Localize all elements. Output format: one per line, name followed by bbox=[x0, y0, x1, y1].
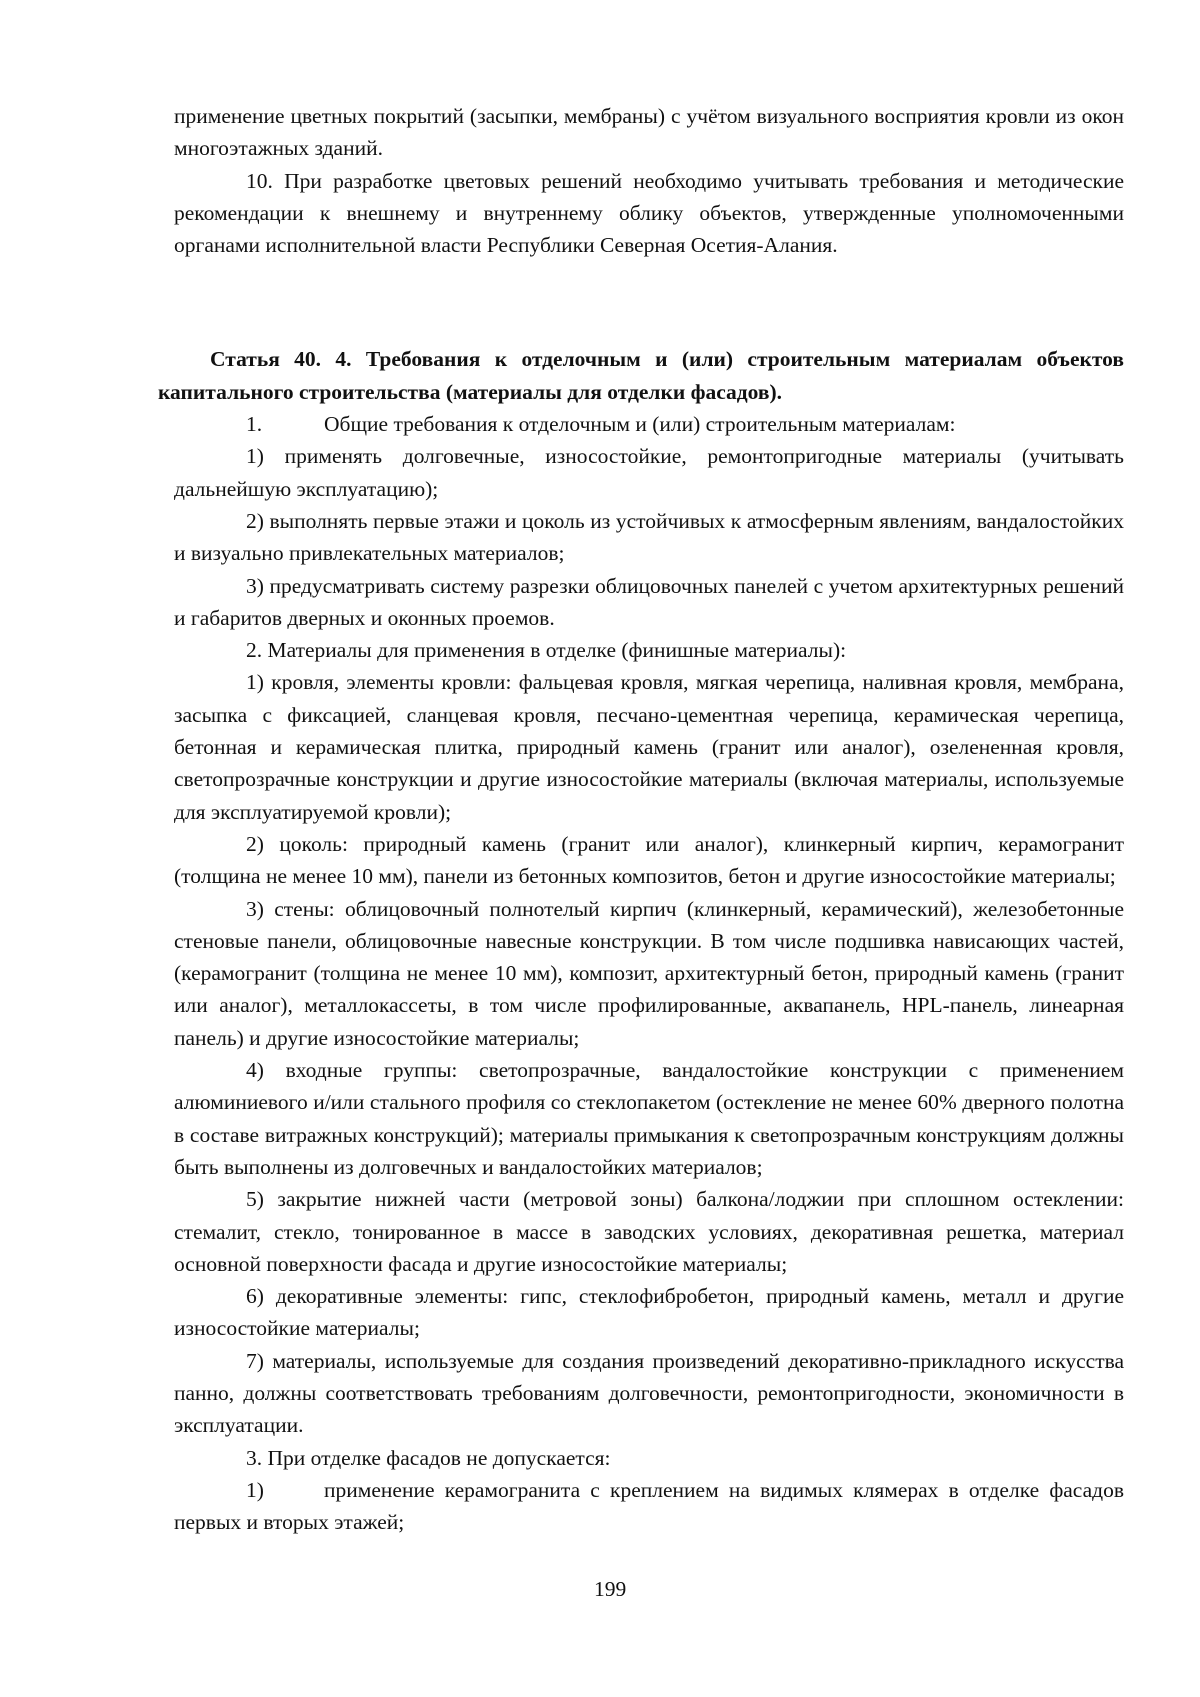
list-item: 5) закрытие нижней части (метровой зоны) балкона/лоджии при сплошном остеклении: стемалит, стекло, тонированное в массе в заводских условиях, декоративная решетка, материал основной поверхности фасада и другие износостойкие материалы; bbox=[174, 1187, 1124, 1276]
list-item: 1) кровля, элементы кровли: фальцевая кровля, мягкая черепица, наливная кровля, мембрана, засыпка с фиксацией, сланцевая кровля, песчано-цементная черепица, керамическая черепица, бетонная и керамическая плитка, природный камень (гранит или аналог), озелененная кровля, светопрозрачные конструкции и другие износостойкие материалы (включая материалы, используемые для эксплуатируемой кровли); bbox=[174, 670, 1124, 824]
paragraph: применение цветных покрытий (засыпки, мембраны) с учётом визуального восприятия кровли из окон многоэтажных зданий. bbox=[174, 104, 1124, 161]
paragraph: 10. При разработке цветовых решений необходимо учитывать требования и методические рекомендации к внешнему и внутреннему облику объектов, утвержденные уполномоченными органами исполнительной власти Республики Северная Осетия-Алания. bbox=[174, 168, 1124, 258]
list-item: 1) применять долговечные, износостойкие, ремонтопригодные материалы (учитывать дальнейшую эксплуатацию); bbox=[174, 444, 1124, 501]
list-text: Общие требования к отделочным и (или) строительным материалам: bbox=[324, 412, 956, 437]
spacer bbox=[174, 261, 1124, 343]
article-heading: Статья 40. 4. Требования к отделочным и (или) строительным материалам объектов капитального строительства (материалы для отделки фасадов). bbox=[158, 347, 1124, 404]
list-item bbox=[174, 1474, 1124, 1539]
list-item: 2) выполнять первые этажи и цоколь из устойчивых к атмосферным явлениям, вандалостойких и визуально привлекательных материалов; bbox=[174, 508, 1124, 566]
list-item: 6) декоративные элементы: гипс, стеклофибробетон, природный камень, металл и другие износостойкие материалы; bbox=[174, 1284, 1124, 1341]
page-number: 199 bbox=[594, 1577, 627, 1601]
list-item: 4) входные группы: светопрозрачные, вандалостойкие конструкции с применением алюминиевого и/или стального профиля со стеклопакетом (остекление не менее 60% дверного полотна в составе витражных конструкций); материалы примыкания к светопрозрачным конструкциям должны быть выполнены из долговечных и вандалостойких материалов; bbox=[174, 1058, 1124, 1179]
list-text: применение керамогранита с креплением на видимых клямерах в отделке фасадов первых и вторых этажей; bbox=[174, 1477, 1124, 1535]
document-page bbox=[158, 100, 1124, 1538]
list-item: 3) стены: облицовочный полнотелый кирпич (клинкерный, керамический), железобетонные стеновые панели, облицовочные навесные конструкции. В том числе подшивка нависающих частей, (керамогранит (толщина не менее 10 мм), композит, архитектурный бетон, природный камень (гранит или аналог), металлокассеты, в том числе профилированные, аквапанель, HPL-панель, линеарная панель) и другие износостойкие материалы; bbox=[174, 896, 1124, 1050]
list-item: 2) цоколь: природный камень (гранит или аналог), клинкерный кирпич, керамогранит (толщина не менее 10 мм), панели из бетонных композитов, бетон и другие износостойкие материалы; bbox=[174, 831, 1124, 889]
section-heading: 3. При отделке фасадов не допускается: bbox=[246, 1445, 611, 1470]
list-item: 7) материалы, используемые для создания произведений декоративно-прикладного искусства панно, должны соответствовать требованиям долговечности, ремонтопригодности, экономичности в эксплуатации. bbox=[174, 1348, 1124, 1438]
list-item: 3) предусматривать систему разрезки облицовочных панелей с учетом архитектурных решений и габаритов дверных и оконных проемов. bbox=[174, 573, 1124, 630]
section-heading bbox=[174, 408, 1124, 440]
section-heading: 2. Материалы для применения в отделке (финишные материалы): bbox=[246, 638, 847, 663]
list-number: 1) bbox=[246, 1477, 264, 1502]
list-number: 1. bbox=[246, 412, 263, 437]
